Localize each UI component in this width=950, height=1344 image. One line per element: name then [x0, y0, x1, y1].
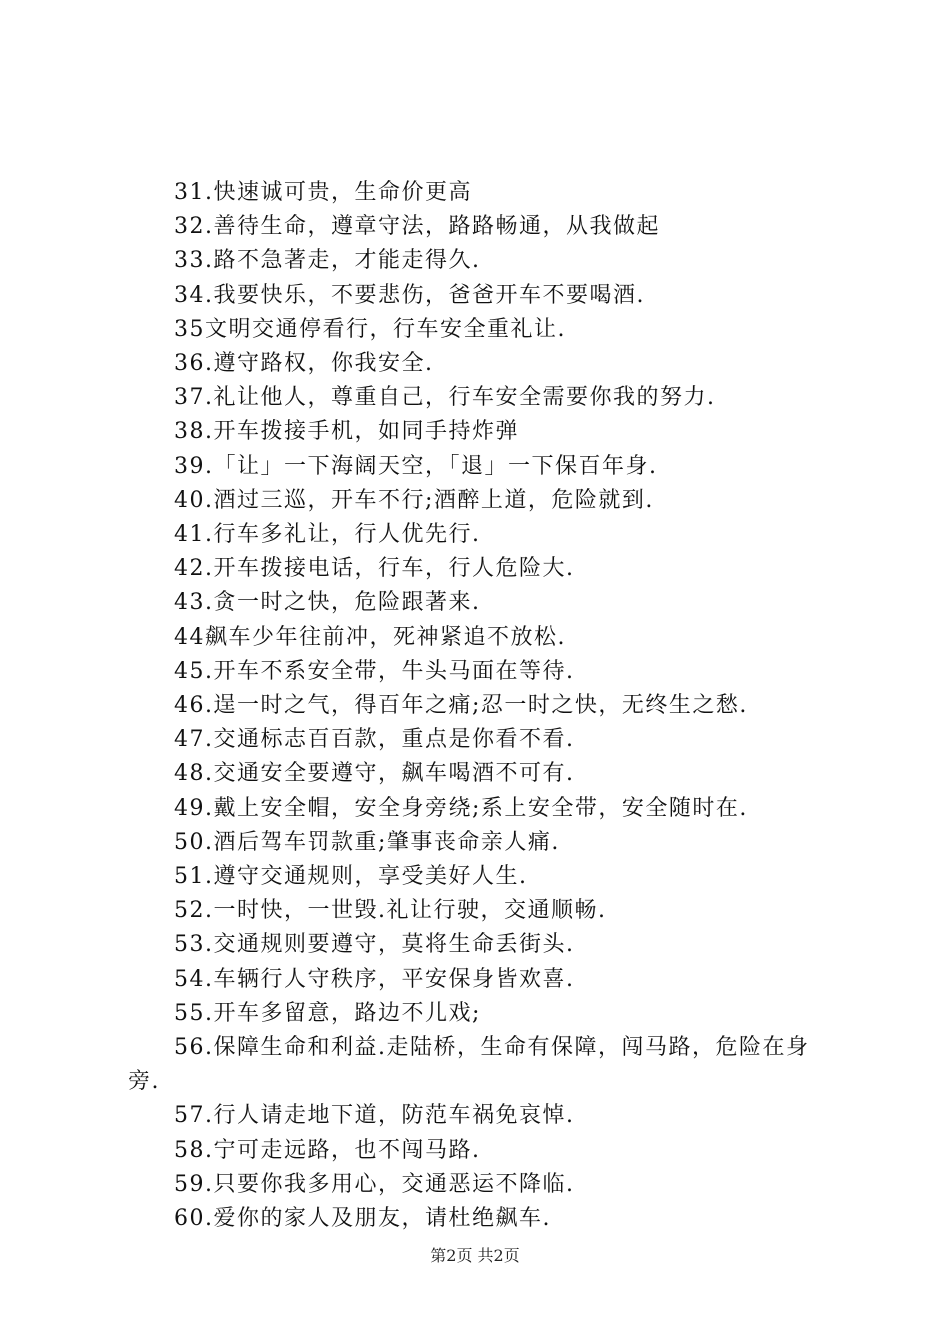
list-item: 33.路不急著走，才能走得久. [174, 248, 481, 274]
list-item: 55.开车多留意，路边不儿戏; [174, 1000, 481, 1026]
list-item: 34.我要快乐，不要悲伤，爸爸开车不要喝酒. [174, 282, 645, 308]
list-item: 52.一时快，一世毁.礼让行驶，交通顺畅. [174, 898, 607, 924]
list-item: 47.交通标志百百款，重点是你看不看. [174, 727, 575, 753]
list-item: 35文明交通停看行，行车安全重礼让. [174, 316, 566, 342]
list-item: 51.遵守交通规则，享受美好人生. [174, 864, 528, 890]
list-item: 53.交通规则要遵守，莫将生命丢街头. [174, 932, 575, 958]
list-item: 49.戴上安全帽，安全身旁绕;系上安全带，安全随时在. [174, 795, 748, 821]
list-item: 36.遵守路权，你我安全. [174, 351, 434, 377]
page-number: 第2页 共2页 [430, 1246, 520, 1265]
list-item: 43.贪一时之快，危险跟著来. [174, 590, 481, 616]
list-item: 46.逞一时之气，得百年之痛;忍一时之快，无终生之愁. [174, 693, 748, 719]
list-item: 60.爱你的家人及朋友，请杜绝飙车. [174, 1206, 551, 1232]
list-item: 41.行车多礼让，行人优先行. [174, 522, 481, 548]
list-item: 39.「让」一下海阔天空，「退」一下保百年身. [174, 453, 658, 479]
list-item: 50.酒后驾车罚款重;肇事丧命亲人痛. [174, 829, 560, 855]
list-item: 56.保障生命和利益.走陆桥，生命有保障，闯马路，危险在身旁. [128, 1035, 810, 1095]
list-item: 32.善待生命，遵章守法，路路畅通，从我做起 [174, 214, 660, 240]
list-item: 59.只要你我多用心，交通恶运不降临. [174, 1171, 575, 1197]
list-item: 58.宁可走远路，也不闯马路. [174, 1137, 481, 1163]
list-item: 38.开车拨接手机，如同手持炸弹 [174, 419, 519, 445]
list-item: 37.礼让他人，尊重自己，行车安全需要你我的努力. [174, 385, 716, 411]
list-item: 48.交通安全要遵守，飙车喝酒不可有. [174, 761, 575, 787]
list-item: 40.酒过三巡，开车不行;酒醉上道，危险就到. [174, 487, 654, 513]
list-item: 31.快速诚可贵，生命价更高 [174, 180, 472, 205]
list-item: 44飙车少年往前冲，死神紧追不放松. [174, 624, 566, 650]
page-footer [0, 1243, 950, 1266]
list-item: 42.开车拨接电话，行车，行人危险大. [174, 556, 575, 582]
list-item: 45.开车不系安全带，牛头马面在等待. [174, 658, 575, 684]
list-item: 54.车辆行人守秩序，平安保身皆欢喜. [174, 966, 575, 992]
slogan-list [128, 176, 838, 1236]
list-item: 57.行人请走地下道，防范车祸免哀悼. [174, 1103, 575, 1129]
